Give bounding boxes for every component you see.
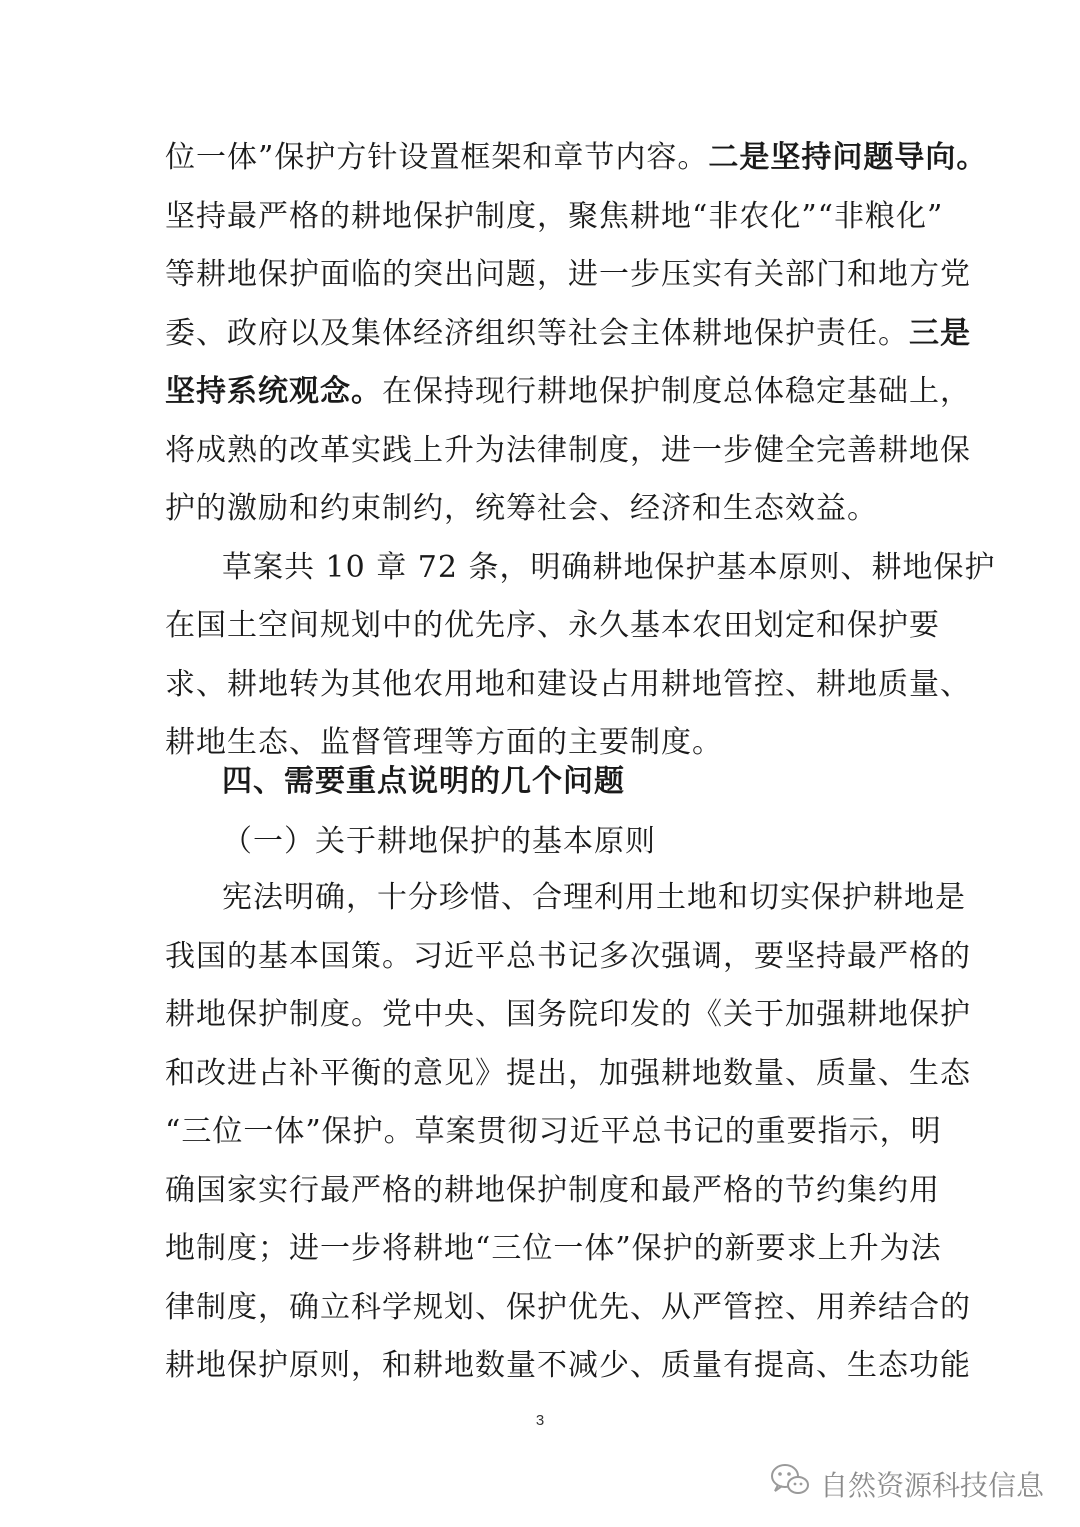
text-segment: “三位一体”保护。草案贯彻习近平总书记的重要指示，明 — [165, 1114, 942, 1149]
text-line — [165, 138, 988, 178]
text-segment: 宪法明确，十分珍惜、合理利用土地和切实保护耕地是 — [222, 880, 966, 915]
text-segment: 委、政府以及集体经济组织等社会主体耕地保护责任。 — [165, 315, 909, 351]
text-segment: 位一体”保护方针设置框架和章节内容。 — [165, 140, 709, 175]
text-line — [165, 937, 971, 977]
bold-text: 三是 — [909, 315, 971, 351]
text-segment: 等耕地保护面临的突出问题，进一步压实有关部门和地方党 — [165, 257, 971, 292]
watermark — [770, 1462, 1044, 1505]
text-segment: 耕地生态、监督管理等方面的主要制度。 — [165, 725, 723, 760]
watermark-text: 自然资源科技信息 — [819, 1468, 1044, 1502]
text-segment: 确国家实行最严格的耕地保护制度和最严格的节约集约用 — [165, 1172, 940, 1208]
text-line — [165, 197, 944, 237]
text-line — [165, 995, 971, 1035]
text-line — [165, 431, 971, 471]
text-line — [165, 489, 925, 529]
page-number: 3 — [535, 1412, 545, 1429]
text-line — [165, 1112, 942, 1152]
text-line — [222, 878, 966, 918]
text-segment: 律制度，确立科学规划、保护优先、从严管控、用养结合的 — [165, 1289, 971, 1325]
text-line — [165, 1288, 971, 1328]
text-segment: 将成熟的改革实践上升为法律制度，进一步健全完善耕地保 — [165, 432, 971, 468]
text-segment: 在国土空间规划中的优先序、永久基本农田划定和保护要 — [165, 608, 940, 643]
bold-text: 坚持系统观念。 — [165, 374, 382, 409]
text-segment: 和改进占补平衡的意见》提出，加强耕地数量、质量、生态 — [165, 1055, 971, 1091]
text-segment: 我国的基本国策。习近平总书记多次强调，要坚持最严格的 — [165, 938, 971, 974]
text-line — [165, 1229, 942, 1269]
text-line — [165, 1346, 971, 1386]
text-segment: 护的激励和约束制约，统筹社会、经济和生态效益。 — [165, 491, 878, 526]
text-segment: 草案共 10 章 72 条，明确耕地保护基本原则、耕地保护 — [222, 549, 996, 585]
text-segment: 耕地保护原则，和耕地数量不减少、质量有提高、生态功能 — [165, 1348, 971, 1383]
text-line — [165, 1171, 940, 1211]
text-segment: 坚持最严格的耕地保护制度，聚焦耕地“非农化”“非粮化” — [165, 198, 944, 234]
text-segment: 耕地保护制度。党中央、国务院印发的《关于加强耕地保护 — [165, 997, 971, 1032]
text-line — [165, 314, 971, 354]
section-heading: 四、需要重点说明的几个问题 — [222, 764, 625, 799]
wechat-icon — [770, 1462, 810, 1505]
text-line — [165, 665, 971, 705]
text-segment: 求、耕地转为其他农用地和建设占用耕地管控、耕地质量、 — [165, 666, 971, 702]
subsection-heading: （一）关于耕地保护的基本原则 — [222, 824, 656, 859]
text-line — [222, 548, 996, 588]
text-line — [165, 1054, 971, 1094]
text-line — [165, 372, 971, 412]
bold-text: 二是坚持问题导向。 — [708, 140, 988, 175]
text-segment: 在保持现行耕地保护制度总体稳定基础上， — [382, 374, 971, 409]
text-line — [165, 723, 925, 763]
text-line — [165, 255, 971, 295]
text-segment: 地制度；进一步将耕地“三位一体”保护的新要求上升为法 — [165, 1231, 942, 1266]
text-line — [165, 606, 940, 646]
